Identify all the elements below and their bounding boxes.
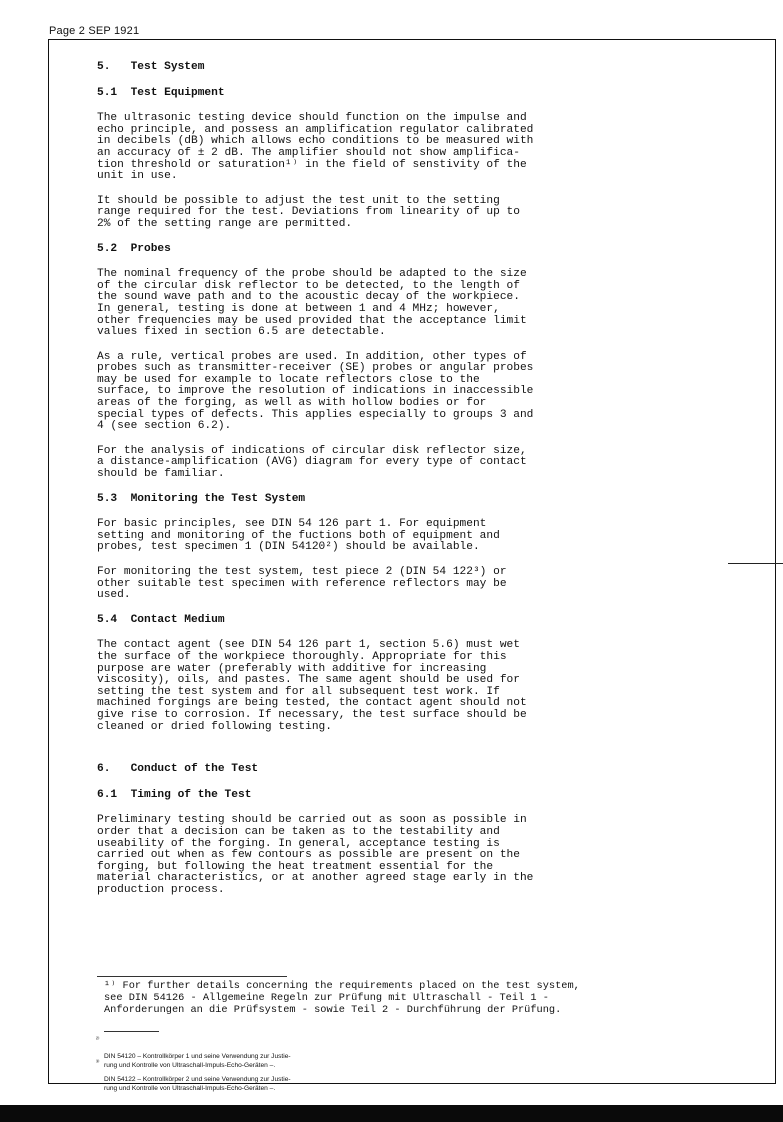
paragraph: For basic principles, see DIN 54 126 part 1. For equipment setting and monitoring of the fuctions both of equipment and probes, test specimen 1 (DIN 54120²) should be available. <box>97 518 500 554</box>
section-6 <box>97 764 627 776</box>
section-6-1 <box>97 790 627 897</box>
section-heading: 5.4 Contact Medium <box>97 613 225 626</box>
footnote-2-marker: ²⁾ <box>96 1037 100 1043</box>
paragraph: It should be possible to adjust the test unit to the setting range required for the test. Deviations from linearity of up to 2% of the setting range are permitted. <box>97 194 520 230</box>
section-heading: 5.2 Probes <box>97 242 171 255</box>
footnote-3-text: DIN 54122 – Kontrollkörper 2 und seine Verwendung zur Justie- rung und Kontrolle von Ultraschall-Impuls-Echo-Geräten –. <box>104 1076 291 1092</box>
paragraph: For monitoring the test system, test piece 2 (DIN 54 122³) or other suitable test specimen with reference reflectors may be used. <box>97 566 507 602</box>
footnote-1: ¹⁾ For further details concerning the requirements placed on the test system, see DIN 54126 - Allgemeine Regeln zur Prüfung mit Ultraschall - Teil 1 - Anforderungen an die Prüfsystem - sowie Teil 2 - Durchführung der Prüfung. <box>104 980 580 1016</box>
section-heading: 5.3 Monitoring the Test System <box>97 492 306 505</box>
paragraph: As a rule, vertical probes are used. In addition, other types of probes such as transmitter-receiver (SE) probes or angular probes may be used for example to locate reflectors close to the surface, to improve the resolution of indications in inaccessible areas of the forging, as well as with hollow bodies or for special types of defects. This applies especially to groups 3 and 4 (see section 6.2). <box>97 350 534 433</box>
section-5-1 <box>97 88 627 231</box>
section-heading: 6. Conduct of the Test <box>97 763 259 776</box>
page-header-label: Page 2 SEP 1921 <box>49 25 140 37</box>
paragraph: Preliminary testing should be carried out as soon as possible in order that a decision can be taken as to the testability and useability of the forging. In general, acceptance testing is carried out when as few contours as possible are present on the forging, but following the heat treatment essential for the material characteristics, or at another agreed stage early in the production process. <box>97 814 534 896</box>
section-5-3 <box>97 494 627 602</box>
paragraph: The nominal frequency of the probe should be adapted to the size of the circular disk reflector to be detected, to the length of the sound wave path and to the acoustic decay of the workpiece. In general, testing is done at between 1 and 4 MHz; however, other frequencies may be used provided that the acceptance limit values fixed in section 6.5 are detectable. <box>97 268 527 339</box>
section-5-4 <box>97 615 627 733</box>
footnote-rule-short <box>104 1031 159 1032</box>
section-heading: 5.1 Test Equipment <box>97 86 225 99</box>
footnote-3-marker: ³⁾ <box>96 1060 100 1066</box>
paragraph: The ultrasonic testing device should function on the impulse and echo principle, and possess an amplification regulator calibrated in decibels (dB) which allows echo conditions to be measured with an accuracy of ± 2 dB. The amplifier should not show amplifica- tion threshold or saturation¹⁾ in the field of senstivity of the unit in use. <box>97 112 534 183</box>
scan-edge-bar <box>0 1105 783 1122</box>
footnote-2-text: DIN 54120 – Kontrollkörper 1 und seine Verwendung zur Justie- rung und Kontrolle von Ultraschall-Impuls-Echo-Geräten –. <box>104 1053 291 1069</box>
footnote-3 <box>96 1059 524 1093</box>
paragraph: For the analysis of indications of circular disk reflector size, a distance-amplification (AVG) diagram for every type of contact should be familiar. <box>97 444 527 481</box>
section-5 <box>97 62 627 74</box>
margin-rule <box>728 563 783 564</box>
section-5-2 <box>97 244 627 481</box>
footnote-rule <box>97 976 287 977</box>
section-heading: 5. Test System <box>97 61 205 73</box>
document-body <box>97 62 627 909</box>
paragraph: The contact agent (see DIN 54 126 part 1, section 5.6) must wet the surface of the workpiece thoroughly. Appropriate for this purpose are water (preferably with additive for increasing viscosity), oils, and pastes. The same agent should be used for setting the test system and for all subsequent test work. If machined forgings are being tested, the contact agent should not give rise to corrosion. If necessary, the test surface should be cleaned or dried following testing. <box>97 639 527 733</box>
section-heading: 6.1 Timing of the Test <box>97 788 252 801</box>
